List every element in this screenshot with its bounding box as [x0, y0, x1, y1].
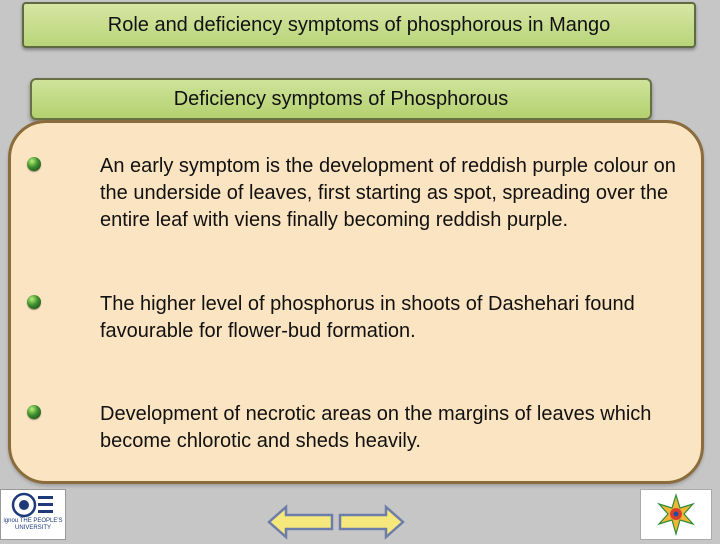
star-emblem-icon — [641, 490, 711, 539]
ignou-logo — [0, 489, 66, 540]
bullet-text: An early symptom is the development of reddish purple colour on the underside of leaves, first starting as spot, spreading over the entire leaf with viens finally becoming reddish purple. — [100, 155, 676, 231]
ignou-emblem-icon — [11, 492, 55, 518]
previous-slide-button[interactable] — [266, 504, 336, 540]
left-arrow-icon — [269, 507, 332, 537]
section-header: Deficiency symptoms of Phosphorous — [173, 87, 509, 110]
section-header-bar — [30, 78, 652, 120]
bullet-text: The higher level of phosphorus in shoots of Dashehari found favourable for flower-bud formation. — [100, 293, 635, 342]
slide-title-bar — [22, 2, 696, 48]
content-panel — [8, 120, 704, 484]
green-sphere-bullet-icon — [27, 295, 41, 309]
bullet-text: Development of necrotic areas on the margins of leaves which become chlorotic and sheds heavily. — [100, 403, 652, 452]
slide-title: Role and deficiency symptoms of phosphorous in Mango — [107, 13, 611, 36]
ignou-logo-text: ignou THE PEOPLE'S UNIVERSITY — [3, 518, 63, 531]
partner-logo — [640, 489, 712, 540]
green-sphere-bullet-icon — [27, 405, 41, 419]
next-slide-button[interactable] — [336, 504, 406, 540]
green-sphere-bullet-icon — [27, 157, 41, 171]
right-arrow-icon — [340, 507, 403, 537]
